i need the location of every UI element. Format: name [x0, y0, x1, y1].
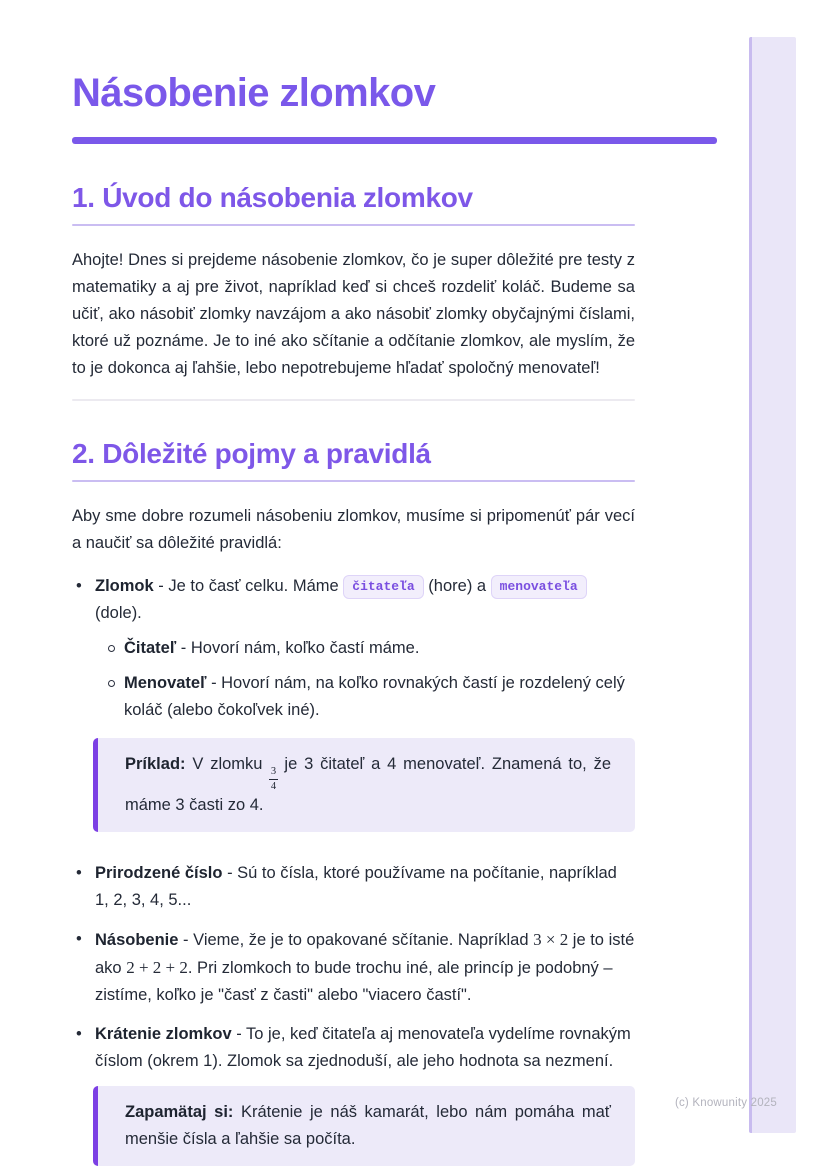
- term-zlomok: Zlomok: [95, 577, 154, 595]
- section-divider: [72, 399, 635, 401]
- remember-callout: [93, 1086, 635, 1166]
- nasobenie-text-3: . Pri zlomkoch to bude trochu iné, ale princíp je podobný – zistíme, koľko je "časť z časti" alebo "viacero častí".: [95, 959, 613, 1005]
- nasobenie-text-2: je to isté ako: [95, 931, 635, 978]
- menovatel-text: - Hovorí nám, na koľko rovnakých častí je rozdelený celý koláč (alebo čokoľvek iné).: [124, 674, 625, 719]
- circle-bullet-icon: [108, 680, 115, 687]
- zlomok-sublist: [95, 635, 635, 724]
- circle-bullet-icon: [108, 645, 115, 652]
- list-item-zlomok: [72, 573, 635, 724]
- nasobenie-text-1: - Vieme, že je to opakované sčítanie. Napríklad: [183, 931, 529, 950]
- section-1-heading: 1. Úvod do násobenia zlomkov: [72, 182, 473, 213]
- term-menovatel: Menovateľ: [124, 674, 207, 692]
- list-item-nasobenie: [72, 926, 635, 1009]
- term-prirodzene-cislo: Prirodzené číslo: [95, 864, 223, 883]
- fraction-three-quarters: [269, 766, 277, 792]
- definitions-list: [72, 573, 635, 1075]
- zlomok-text-3: (dole).: [95, 604, 142, 622]
- zlomok-text-2: (hore) a: [428, 577, 487, 595]
- example-text-before-fraction: V zlomku: [192, 755, 263, 773]
- remember-callout-label: Zapamätaj si:: [125, 1103, 234, 1122]
- example-callout: [93, 738, 635, 832]
- list-item-kratenie-zlomkov: [72, 1021, 635, 1075]
- bullet-icon: •: [76, 930, 82, 949]
- content-column: [72, 0, 635, 1166]
- list-item-menovatel: [95, 670, 635, 724]
- fraction-denominator: 4: [270, 780, 277, 792]
- section-1-paragraph: Ahojte! Dnes si prejdeme násobenie zlomkov, čo je super dôležité pre testy z matematiky a aj pre život, napríklad keď si chceš rozdeliť koláč. Budeme sa učiť, ako násobiť zlomky navzájom a ako násobiť zlomky obyčajnými číslami, ktoré už poznáme. Je to iné ako sčítanie a odčítanie zlomkov, ale myslím, že to je dokonca aj ľahšie, lebo nepotrebujeme hľadať spoločný menovateľ!: [72, 251, 635, 377]
- title-rule: [72, 137, 717, 144]
- remember-callout-text: Krátenie je náš kamarát, lebo nám pomáha mať menšie čísla a ľahšie sa počíta.: [125, 1103, 611, 1149]
- example-callout-label: Príklad:: [125, 755, 186, 773]
- section-2-intro: Aby sme dobre rozumeli násobeniu zlomkov, musíme si pripomenúť pár vecí a naučiť sa dôležité pravidlá:: [72, 507, 635, 552]
- list-item-prirodzene-cislo: [72, 860, 635, 914]
- math-expression-2plus2plus2: 2 + 2 + 2: [126, 958, 188, 978]
- math-expression-3x2: 3 × 2: [533, 930, 569, 950]
- copyright-footer: (c) Knowunity 2025: [674, 1097, 777, 1109]
- kratenie-zlomkov-text: - To je, keď čitateľa aj menovateľa vydelíme rovnakým číslom (okrem 1). Zlomok sa zjednoduší, ale jeho hodnota sa nezmení.: [95, 1025, 631, 1071]
- citatel-text: - Hovorí nám, koľko častí máme.: [180, 639, 420, 657]
- inline-code-chip-menovatela: menovateľa: [491, 575, 587, 599]
- list-item-citatel: [95, 635, 635, 662]
- section-2: [72, 437, 635, 1166]
- page-title: Násobenie zlomkov: [72, 71, 436, 115]
- section-1-heading-underline: [72, 224, 635, 226]
- fraction-numerator: 3: [269, 766, 277, 780]
- prirodzene-cislo-text: - Sú to čísla, ktoré používame na počítanie, napríklad 1, 2, 3, 4, 5...: [95, 864, 617, 910]
- inline-code-chip-citatela: čitateľa: [343, 575, 423, 599]
- example-text-after-fraction: je 3 čitateľ a 4 menovateľ. Znamená to, že máme 3 časti zo 4.: [125, 755, 612, 815]
- section-2-heading: 2. Dôležité pojmy a pravidlá: [72, 438, 431, 469]
- term-kratenie-zlomkov: Krátenie zlomkov: [95, 1025, 232, 1044]
- term-citatel: Čitateľ: [124, 639, 177, 657]
- page-edge-strip: [749, 37, 796, 1133]
- section-1: [72, 181, 635, 401]
- zlomok-text-1: - Je to časť celku. Máme: [158, 577, 339, 595]
- section-2-heading-underline: [72, 480, 635, 482]
- term-nasobenie: Násobenie: [95, 931, 179, 950]
- bullet-icon: •: [76, 577, 82, 595]
- bullet-icon: •: [76, 864, 82, 883]
- bullet-icon: •: [76, 1025, 82, 1044]
